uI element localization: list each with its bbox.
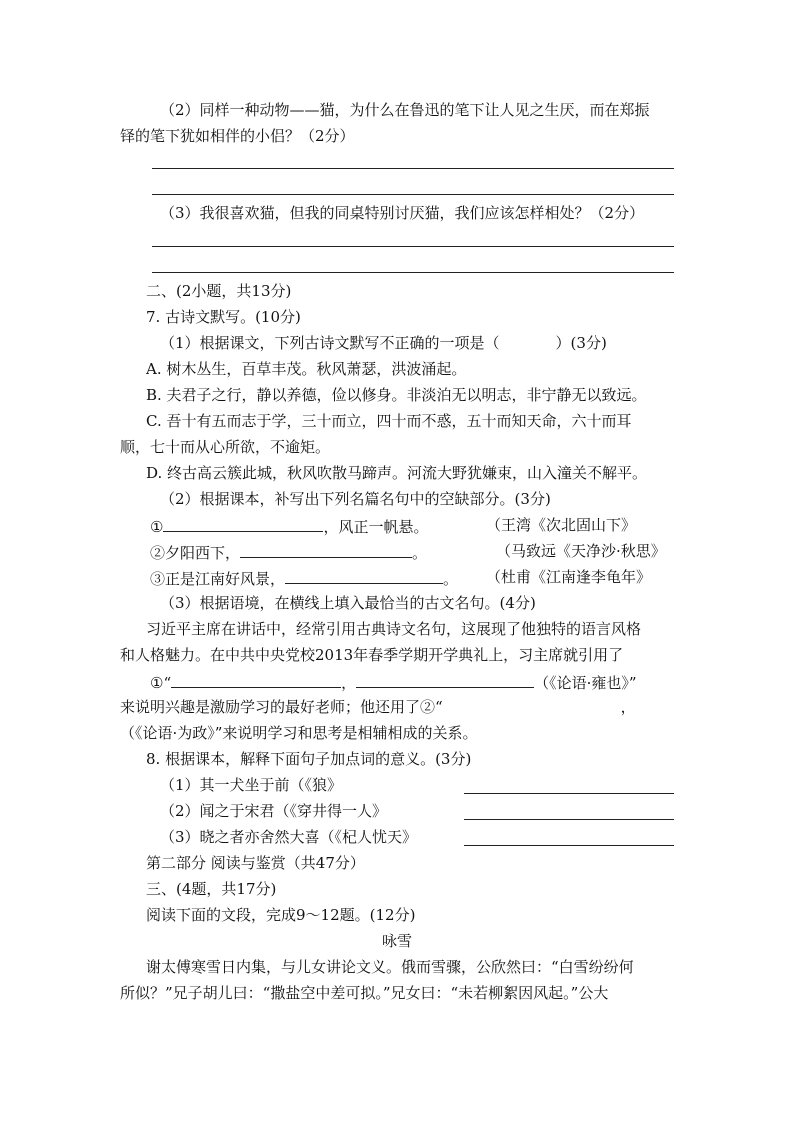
section-header: 二、(2小题，共13分) [146,282,292,300]
fill-line-3: ③正是江南好风景， 。 [150,567,458,589]
answer-blank[interactable] [285,567,443,584]
passage-line1: 谢太傅寒雪日内集，与儿女讲论文义。俄而雪骤，公欣然曰：“白雪纷纷何 [146,958,634,976]
context-line4: 来说明兴趣是激励学习的最好老师；他还用了②“ ， [120,698,636,716]
reading-instruction: 阅读下面的文段，完成9～12题。(12分) [146,906,416,924]
fill-line-2: ②夕阳西下， 。 [150,541,427,563]
q8-item-2: （2）闻之于宋君（《穿井得一人》 [160,802,388,820]
fill-line-1: ① ，风正一帆悬。 [150,515,428,537]
answer-blank[interactable] [356,671,534,688]
q6-part2-line2: 铎的笔下犹如相伴的小侣？（2分） [120,127,355,145]
answer-line [152,194,674,195]
answer-line[interactable] [464,793,674,794]
answer-line [152,272,674,273]
answer-blank[interactable] [171,671,341,688]
answer-blank[interactable] [163,515,323,532]
q6-part3: （3）我很喜欢猫，但我的同桌特别讨厌猫，我们应该怎样相处？（2分） [160,204,645,222]
option-d: D. 终古高云簇此城，秋风吹散马蹄声。河流大野犹嫌束，山入潼关不解平。 [146,464,648,482]
context-line2: 和人格魅力。在中共中央党校2013年春季学期开学典礼上，习主席就引用了 [120,646,624,664]
answer-line[interactable] [464,819,674,820]
passage-line2: 所似？”兄子胡儿曰：“撒盐空中差可拟。”兄女曰：“未若柳絮因风起。”公大 [120,984,609,1002]
option-c-line2: 顺，七十而从心所欲，不逾矩。 [120,438,331,456]
q7-2-prompt: （2）根据课本，补写出下列名篇名句中的空缺部分。(3分) [160,490,551,508]
q7-title: 7. 古诗文默写。(10分) [146,308,301,326]
context-line1: 习近平主席在讲话中，经常引用古典诗文名句，这展现了他独特的语言风格 [146,620,642,638]
q7-3-prompt: （3）根据语境，在横线上填入最恰当的古文名句。(4分) [160,594,536,612]
context-line5: （《论语·为政》”来说明学习和思考是相辅相成的关系。 [120,724,478,742]
answer-blank[interactable] [240,541,412,558]
answer-line [152,246,674,247]
section-header: 三、(4题，共17分) [146,880,277,898]
option-b: B. 夫君子之行，静以养德，俭以修身。非淡泊无以明志，非宁静无以致远。 [146,386,647,404]
part-header: 第二部分 阅读与鉴赏（共47分） [146,854,365,872]
context-line3: ①“ ， （《论语·雍也》” [150,671,637,693]
answer-line [152,168,674,169]
q8-item-3: （3）晓之者亦舍然大喜（《杞人忧天》 [160,828,418,846]
fill-source-1: （王湾《次北固山下》 [486,516,637,534]
answer-line[interactable] [464,845,674,846]
option-a: A. 树木丛生，百草丰茂。秋风萧瑟，洪波涌起。 [146,360,467,378]
q7-1-prompt: （1）根据课文，下列古诗文默写不正确的一项是（ ）(3分) [160,334,607,352]
option-c-line1: C. 吾十有五而志于学，三十而立，四十而不惑，五十而知天命，六十而耳 [146,412,632,430]
q8-title: 8. 根据课本，解释下面句子加点词的意义。(3分) [146,750,472,768]
fill-source-3: （杜甫《江南逢李龟年》 [486,568,652,586]
q6-part2-line1: （2）同样一种动物——猫，为什么在鲁迅的笔下让人见之生厌，而在郑振 [160,101,650,119]
fill-source-2: （马致远《天净沙·秋思》 [496,542,666,560]
passage-title: 咏雪 [381,932,412,950]
q8-item-1: （1）其一犬坐于前（《狼》 [160,776,343,794]
